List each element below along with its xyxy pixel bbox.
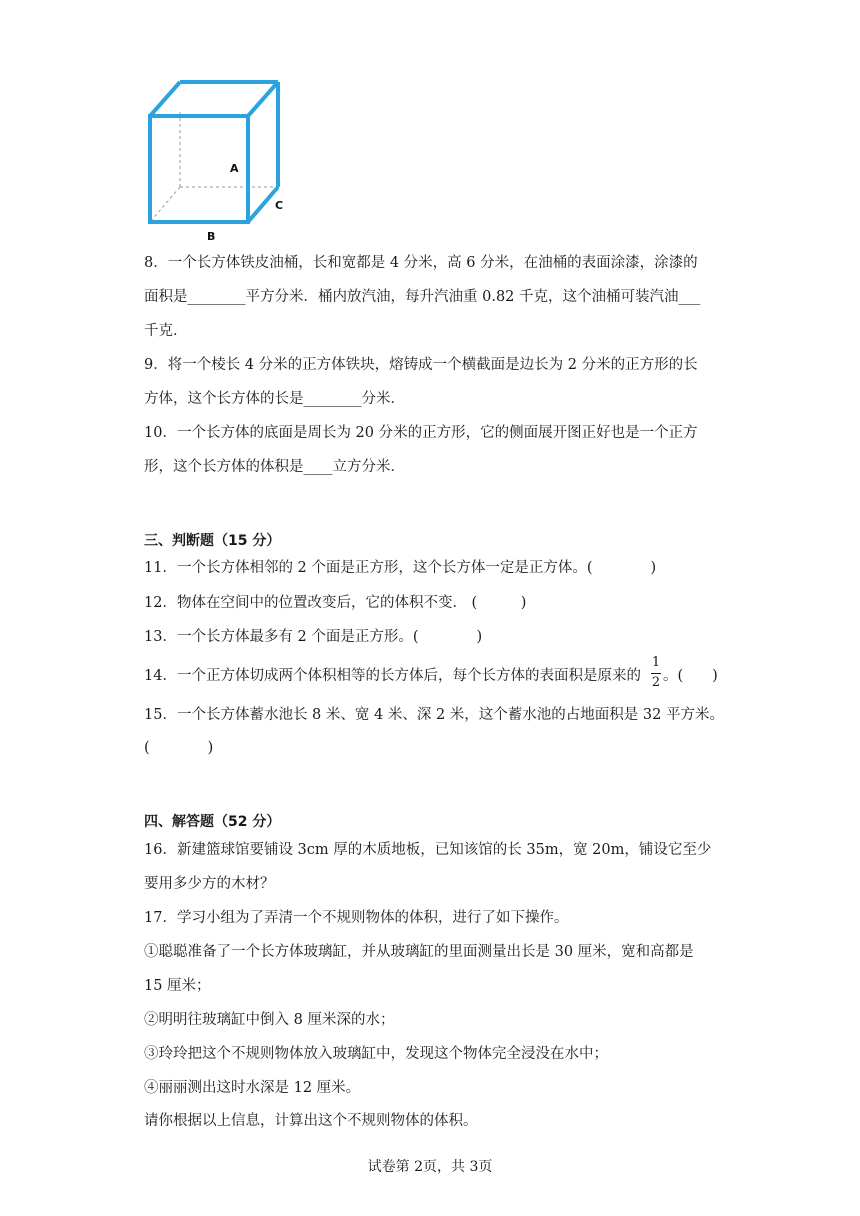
q11: 11．一个长方体相邻的 2 个面是正方形，这个长方体一定是正方体。( ) xyxy=(144,560,657,576)
label-a: A xyxy=(230,162,239,175)
q14-text: 14．一个正方体切成两个体积相等的长方体后，每个长方体的表面积是原来的 xyxy=(144,668,641,684)
q14-fraction-denominator: 2 xyxy=(651,675,661,690)
section3-title: 三、判断题（15 分） xyxy=(144,533,281,549)
q14-fraction-numerator: 1 xyxy=(651,655,661,670)
section4-title: 四、解答题（52 分） xyxy=(144,814,281,830)
q17-step1b: 15 厘米； xyxy=(144,978,211,994)
q8-line1: 8．一个长方体铁皮油桶，长和宽都是 4 分米，高 6 分米，在油桶的表面涂漆，涂漆的 xyxy=(144,255,698,271)
q9-line1: 9．将一个棱长 4 分米的正方体铁块，熔铸成一个横截面是边长为 2 分米的正方形的长 xyxy=(144,357,698,373)
q13: 13．一个长方体最多有 2 个面是正方形。( ) xyxy=(144,629,483,645)
q17-intro: 17．学习小组为了弄清一个不规则物体的体积，进行了如下操作。 xyxy=(144,910,569,926)
q14-fraction-bar xyxy=(651,673,661,674)
q9-line2: 方体，这个长方体的长是________分米． xyxy=(144,391,405,407)
q15-line1: 15．一个长方体蓄水池长 8 米、宽 4 米、深 2 米，这个蓄水池的占地面积是 32 平方米。 xyxy=(144,707,724,723)
q8-line2: 面积是________平方分米．桶内放汽油，每升汽油重 0.82 千克，这个油桶可装汽油___ xyxy=(144,289,701,305)
label-b: B xyxy=(207,230,216,243)
q10-line2: 形，这个长方体的体积是____立方分米． xyxy=(144,459,405,475)
q17-ask: 请你根据以上信息，计算出这个不规则物体的体积。 xyxy=(144,1113,478,1129)
q12: 12．物体在空间中的位置改变后，它的体积不变． ( ) xyxy=(144,595,527,611)
q17-step3: ③玲玲把这个不规则物体放入玻璃缸中，发现这个物体完全浸没在水中； xyxy=(144,1046,608,1062)
q17-step1a: ①聪聪准备了一个长方体玻璃缸，并从玻璃缸的里面测量出长是 30 厘米，宽和高都是 xyxy=(144,944,694,960)
q15-line2: ( ) xyxy=(144,740,214,756)
q10-line1: 10．一个长方体的底面是周长为 20 分米的正方形，它的侧面展开图正好也是一个正方 xyxy=(144,425,698,441)
page-footer: 试卷第 2页，共 3页 xyxy=(367,1159,493,1175)
q17-step4: ④丽丽测出这时水深是 12 厘米。 xyxy=(144,1080,361,1096)
label-c: C xyxy=(275,199,284,212)
cube-figure xyxy=(140,72,300,247)
q14-tail: 。( ) xyxy=(663,668,718,684)
q8-line3: 千克． xyxy=(144,323,188,339)
q16-line1: 16．新建篮球馆要铺设 3cm 厚的木质地板，已知该馆的长 35m，宽 20m，铺设它至少 xyxy=(144,842,712,858)
q17-step2: ②明明往玻璃缸中倒入 8 厘米深的水； xyxy=(144,1012,395,1028)
q16-line2: 要用多少方的木材？ xyxy=(144,876,275,892)
